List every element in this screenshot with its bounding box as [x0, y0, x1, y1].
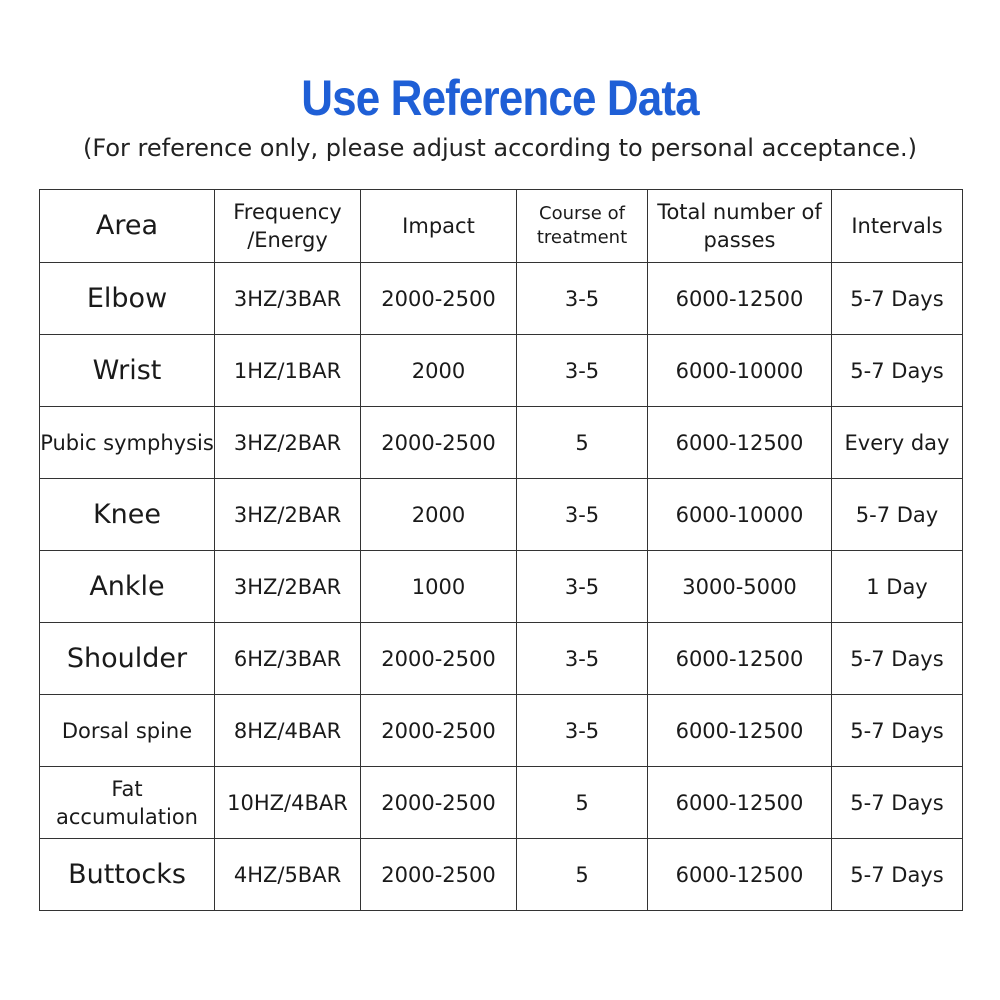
table-row	[40, 479, 963, 551]
cell-impact: 2000-2500	[361, 623, 517, 695]
cell-frequency-energy: 10HZ/4BAR	[215, 767, 361, 839]
cell-impact: 2000	[361, 335, 517, 407]
table-row	[40, 263, 963, 335]
cell-total-passes: 6000-12500	[648, 623, 832, 695]
cell-course: 3-5	[517, 263, 648, 335]
cell-intervals: 5-7 Days	[832, 263, 963, 335]
column-header-course-of-treatment: Course of treatment	[517, 190, 648, 263]
cell-frequency-energy: 3HZ/2BAR	[215, 407, 361, 479]
column-header-intervals: Intervals	[832, 190, 963, 263]
table-row	[40, 767, 963, 839]
table-row	[40, 839, 963, 911]
table-row	[40, 407, 963, 479]
cell-intervals: 5-7 Days	[832, 335, 963, 407]
column-header-total-number-of-passes: Total number of passes	[648, 190, 832, 263]
cell-course: 3-5	[517, 623, 648, 695]
cell-area: Dorsal spine	[40, 695, 215, 767]
cell-intervals: 1 Day	[832, 551, 963, 623]
cell-impact: 2000-2500	[361, 839, 517, 911]
cell-frequency-energy: 3HZ/2BAR	[215, 551, 361, 623]
cell-frequency-energy: 3HZ/2BAR	[215, 479, 361, 551]
cell-frequency-energy: 6HZ/3BAR	[215, 623, 361, 695]
cell-impact: 2000	[361, 479, 517, 551]
column-header-area: Area	[40, 190, 215, 263]
cell-intervals: 5-7 Days	[832, 839, 963, 911]
cell-total-passes: 6000-10000	[648, 335, 832, 407]
page-subtitle: (For reference only, please adjust according to personal acceptance.)	[83, 134, 917, 162]
cell-area: Ankle	[40, 551, 215, 623]
page-title: Use Reference Data	[301, 70, 699, 126]
cell-total-passes: 6000-12500	[648, 407, 832, 479]
cell-area: Shoulder	[40, 623, 215, 695]
cell-frequency-energy: 1HZ/1BAR	[215, 335, 361, 407]
cell-intervals: Every day	[832, 407, 963, 479]
cell-intervals: 5-7 Days	[832, 623, 963, 695]
table-row	[40, 695, 963, 767]
column-header-impact: Impact	[361, 190, 517, 263]
cell-course: 5	[517, 839, 648, 911]
cell-impact: 2000-2500	[361, 695, 517, 767]
cell-total-passes: 6000-12500	[648, 263, 832, 335]
cell-impact: 2000-2500	[361, 407, 517, 479]
cell-total-passes: 6000-12500	[648, 839, 832, 911]
cell-total-passes: 6000-12500	[648, 767, 832, 839]
cell-intervals: 5-7 Days	[832, 695, 963, 767]
cell-impact: 1000	[361, 551, 517, 623]
cell-area: Pubic symphysis	[40, 407, 215, 479]
cell-total-passes: 3000-5000	[648, 551, 832, 623]
table-header-row	[40, 190, 963, 263]
cell-course: 3-5	[517, 479, 648, 551]
cell-total-passes: 6000-12500	[648, 695, 832, 767]
cell-course: 5	[517, 407, 648, 479]
cell-course: 5	[517, 767, 648, 839]
cell-intervals: 5-7 Day	[832, 479, 963, 551]
cell-course: 3-5	[517, 551, 648, 623]
table-row	[40, 623, 963, 695]
table-row	[40, 551, 963, 623]
cell-intervals: 5-7 Days	[832, 767, 963, 839]
table-row	[40, 335, 963, 407]
cell-area: Buttocks	[40, 839, 215, 911]
cell-course: 3-5	[517, 335, 648, 407]
cell-frequency-energy: 4HZ/5BAR	[215, 839, 361, 911]
cell-impact: 2000-2500	[361, 263, 517, 335]
cell-course: 3-5	[517, 695, 648, 767]
cell-area: Knee	[40, 479, 215, 551]
cell-area: Fat accumulation	[40, 767, 215, 839]
cell-frequency-energy: 8HZ/4BAR	[215, 695, 361, 767]
cell-area: Elbow	[40, 263, 215, 335]
cell-impact: 2000-2500	[361, 767, 517, 839]
cell-frequency-energy: 3HZ/3BAR	[215, 263, 361, 335]
column-header-frequency-energy: Frequency /Energy	[215, 190, 361, 263]
reference-data-table	[39, 189, 963, 911]
cell-total-passes: 6000-10000	[648, 479, 832, 551]
cell-area: Wrist	[40, 335, 215, 407]
